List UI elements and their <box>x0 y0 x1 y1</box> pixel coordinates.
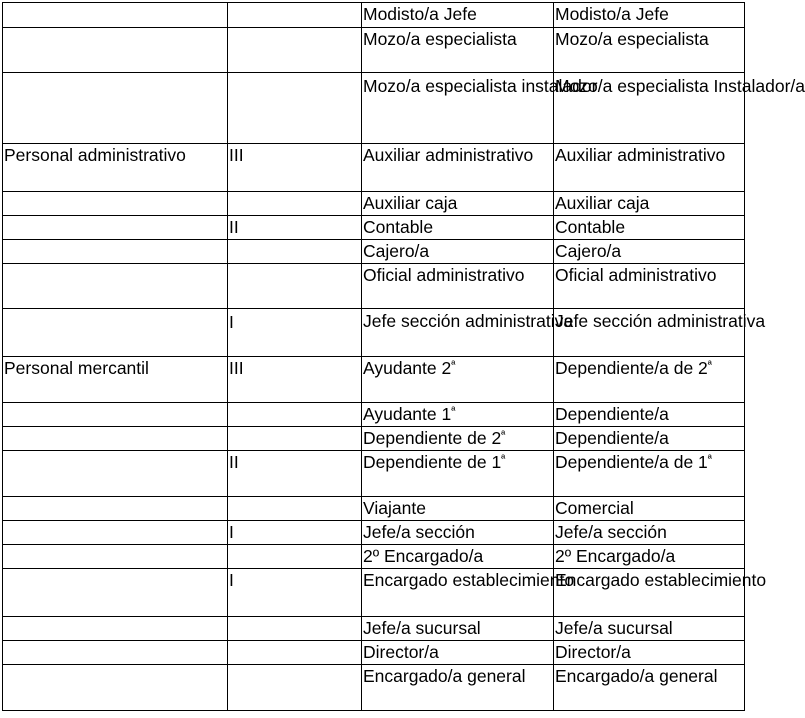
table-row <box>3 665 745 711</box>
new-category-cell <box>554 451 745 497</box>
category-text: Ayudante $2^ª$ <box>363 358 456 378</box>
group-cell <box>3 3 228 28</box>
category-text: Ayudante $1^ª$ <box>363 404 456 424</box>
new-category-cell: Encargado establecimiento <box>554 569 745 617</box>
category-cell: Oficial administrativo <box>362 264 554 309</box>
category-text: Dependiente de $1^ª$ <box>363 452 506 472</box>
group-cell <box>3 569 228 617</box>
level-cell: I <box>228 569 362 617</box>
level-cell <box>228 3 362 28</box>
level-cell <box>228 497 362 521</box>
category-cell <box>362 357 554 403</box>
table-row <box>3 427 745 451</box>
category-cell: Director/a <box>362 641 554 665</box>
level-cell <box>228 665 362 711</box>
level-cell <box>228 617 362 641</box>
new-category-cell: Cajero/a <box>554 240 745 264</box>
category-cell <box>362 427 554 451</box>
new-category-cell <box>554 73 805 144</box>
table-row <box>3 545 745 569</box>
category-cell <box>362 451 554 497</box>
level-cell: II <box>228 451 362 497</box>
new-category-cell: Comercial <box>554 497 745 521</box>
group-cell <box>3 309 228 357</box>
group-cell <box>3 73 228 144</box>
group-cell <box>3 403 228 427</box>
level-cell <box>228 240 362 264</box>
table-row <box>3 403 745 427</box>
group-cell <box>3 521 228 545</box>
level-cell <box>228 264 362 309</box>
level-cell <box>228 403 362 427</box>
group-cell <box>3 240 228 264</box>
table-row <box>3 357 745 403</box>
new-category-cell: 2º Encargado/a <box>554 545 745 569</box>
category-cell: Jefe/a sección <box>362 521 554 545</box>
category-cell: Modisto/a Jefe <box>362 3 554 28</box>
table-row <box>3 144 745 192</box>
level-cell <box>228 641 362 665</box>
level-cell: III <box>228 144 362 192</box>
table-row <box>3 3 745 28</box>
category-text: Dependiente de $2^ª$ <box>363 428 506 448</box>
new-category-text: Dependiente/a de $1^ª$ <box>555 452 712 472</box>
category-cell: Jefe/a sucursal <box>362 617 554 641</box>
category-text: Mozo/a especialista instalador <box>363 76 598 96</box>
level-cell <box>228 28 362 73</box>
group-cell <box>3 617 228 641</box>
category-cell <box>362 403 554 427</box>
table-row <box>3 641 745 665</box>
category-cell: Viajante <box>362 497 554 521</box>
level-cell <box>228 192 362 216</box>
new-category-cell: Modisto/a Jefe <box>554 3 745 28</box>
new-category-cell: Oficial administrativo <box>554 264 745 309</box>
table-row <box>3 216 745 240</box>
group-cell: Personal administrativo <box>3 144 228 192</box>
group-cell <box>3 545 228 569</box>
level-cell: I <box>228 309 362 357</box>
table-row <box>3 497 745 521</box>
new-category-cell: Dependiente/a <box>554 427 745 451</box>
group-cell <box>3 451 228 497</box>
category-cell: Mozo/a especialista <box>362 28 554 73</box>
table-row <box>3 617 745 641</box>
level-cell: II <box>228 216 362 240</box>
level-cell <box>228 73 362 144</box>
new-category-cell: Mozo/a especialista <box>554 28 745 73</box>
new-category-cell: Jefe/a sección <box>554 521 745 545</box>
new-category-cell: Dependiente/a <box>554 403 745 427</box>
level-cell: III <box>228 357 362 403</box>
new-category-cell: Auxiliar administrativo <box>554 144 745 192</box>
new-category-cell <box>554 357 745 403</box>
new-category-cell: Director/a <box>554 641 745 665</box>
category-cell: Contable <box>362 216 554 240</box>
category-cell: 2º Encargado/a <box>362 545 554 569</box>
new-category-cell: Contable <box>554 216 745 240</box>
category-cell: Jefe sección administrativa <box>362 309 554 357</box>
category-cell: Cajero/a <box>362 240 554 264</box>
new-category-text: Mozo/a especialista Instalador/a <box>555 76 805 96</box>
new-category-cell: Encargado/a general <box>554 665 745 711</box>
table-row <box>3 28 745 73</box>
group-cell <box>3 216 228 240</box>
categories-table-body <box>3 3 805 711</box>
category-cell: Encargado establecimiento <box>362 569 554 617</box>
new-category-cell: Jefe sección administrativa <box>554 309 745 357</box>
table-row <box>3 569 745 617</box>
group-cell <box>3 665 228 711</box>
level-cell <box>228 545 362 569</box>
categories-table <box>2 2 805 711</box>
group-cell <box>3 264 228 309</box>
table-row <box>3 264 745 309</box>
level-cell <box>228 427 362 451</box>
group-cell <box>3 497 228 521</box>
category-cell <box>362 73 598 144</box>
table-row <box>3 309 745 357</box>
group-cell: Personal mercantil <box>3 357 228 403</box>
table-row <box>3 192 745 216</box>
category-cell: Auxiliar caja <box>362 192 554 216</box>
table-row <box>3 451 745 497</box>
group-cell <box>3 192 228 216</box>
level-cell: I <box>228 521 362 545</box>
category-cell: Auxiliar administrativo <box>362 144 554 192</box>
group-cell <box>3 28 228 73</box>
table-row <box>3 73 745 144</box>
group-cell <box>3 641 228 665</box>
new-category-cell: Auxiliar caja <box>554 192 745 216</box>
group-cell <box>3 427 228 451</box>
table-row <box>3 240 745 264</box>
table-row <box>3 521 745 545</box>
category-cell: Encargado/a general <box>362 665 554 711</box>
new-category-text: Dependiente/a de $2^ª$ <box>555 358 712 378</box>
new-category-cell: Jefe/a sucursal <box>554 617 745 641</box>
